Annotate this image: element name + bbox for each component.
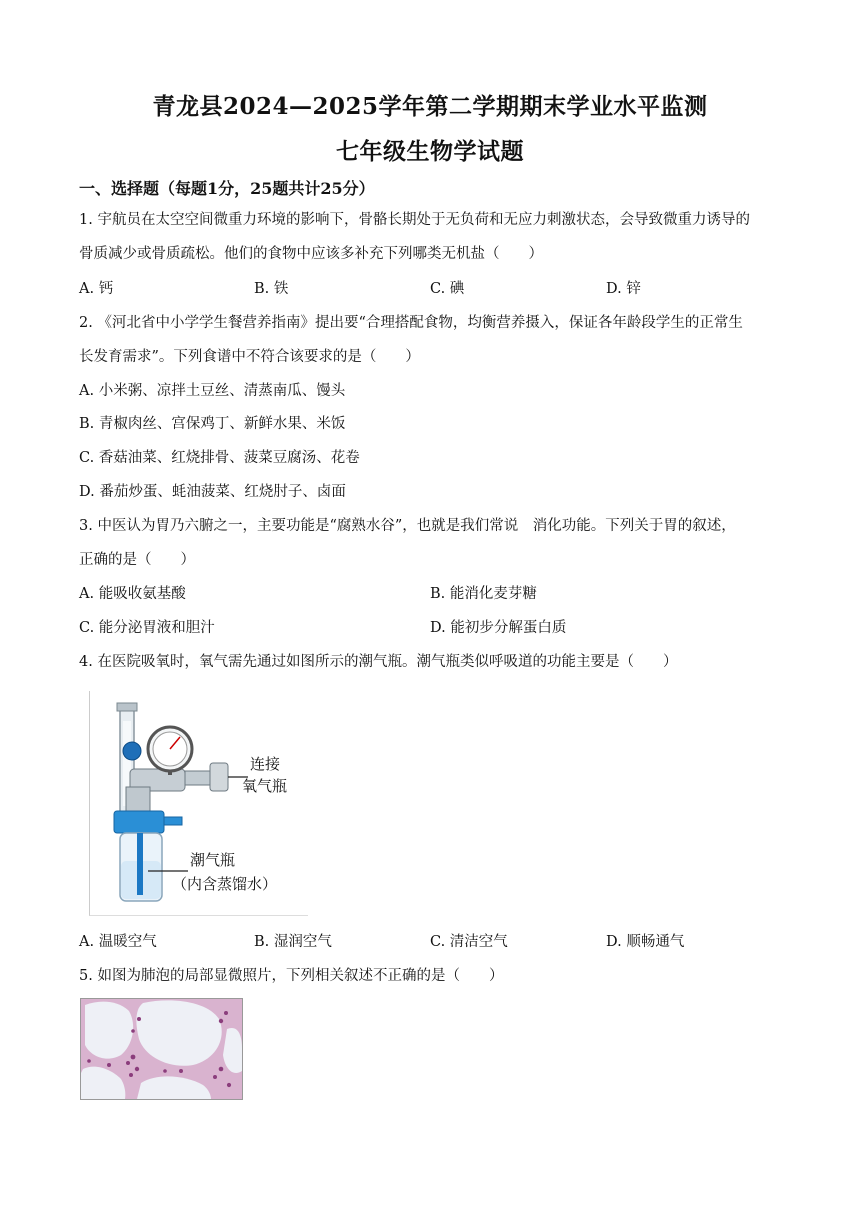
q4-option-c: C. 清洁空气 [430,934,508,950]
q2-option-d: D. 番茄炒蛋、蚝油菠菜、红烧肘子、卤面 [79,484,346,500]
q4-option-a: A. 温暖空气 [79,934,157,950]
q2-stem-line1: 2. 《河北省中小学学生餐营养指南》提出要“合理搭配食物，均衡营养摄入，保证各年龄段学生的正常生 [79,315,743,331]
humidifier-illustration [90,691,308,915]
q1-option-d: D. 锌 [606,281,641,297]
q3-stem-line2: 正确的是（ ） [79,552,195,568]
q2-option-b: B. 青椒肉丝、宫保鸡丁、新鲜水果、米饭 [79,416,346,432]
exam-title: 青龙县2024—2025学年第二学期期末学业水平监测 [152,93,708,120]
q2-stem-line2: 长发育需求”。下列食谱中不符合该要求的是（ ） [79,349,420,365]
label-connect-line2: 氧气瓶 [242,777,288,795]
label-connect-line1: 连接 [250,755,281,773]
q2-option-a: A. 小米粥、凉拌土豆丝、清蒸南瓜、馒头 [79,383,346,399]
q1-option-b: B. 铁 [254,281,289,297]
alveoli-micrograph [80,998,243,1100]
q1-stem-line2: 骨质减少或骨质疏松。他们的食物中应该多补充下列哪类无机盐（ ） [79,246,543,262]
q4-stem-line1: 4. 在医院吸氧时，氧气需先通过如图所示的潮气瓶。潮气瓶类似呼吸道的功能主要是（ ） [79,654,678,670]
q3-option-c: C. 能分泌胃液和胆汁 [79,620,215,636]
q3-option-b: B. 能消化麦芽糖 [430,586,537,602]
q3-option-d: D. 能初步分解蛋白质 [430,620,567,636]
q3-option-a: A. 能吸收氨基酸 [79,586,186,602]
section-heading: 一、选择题（每题1分，25题共计25分） [79,179,375,198]
q1-option-c: C. 碘 [430,281,465,297]
alveoli-illustration [81,999,242,1099]
q1-stem-line1: 1. 宇航员在太空空间微重力环境的影响下，骨骼长期处于无负荷和无应力刺激状态，会导致微重力诱导的 [79,212,750,228]
label-bottle-line2: （内含蒸馏水） [172,875,278,893]
q4-option-b: B. 湿润空气 [254,934,332,950]
humidifier-bottle-figure [89,691,308,916]
label-bottle-line1: 潮气瓶 [190,851,236,869]
q5-stem-line1: 5. 如图为肺泡的局部显微照片，下列相关叙述不正确的是（ ） [79,968,504,984]
q2-option-c: C. 香菇油菜、红烧排骨、菠菜豆腐汤、花卷 [79,450,360,466]
exam-subtitle: 七年级生物学试题 [336,138,524,165]
q4-option-d: D. 顺畅通气 [606,934,685,950]
q1-option-a: A. 钙 [79,281,114,297]
q3-stem-line1: 3. 中医认为胃乃六腑之一，主要功能是“腐熟水谷”，也就是我们常说 消化功能。下列关于胃的叙述， [79,518,736,534]
